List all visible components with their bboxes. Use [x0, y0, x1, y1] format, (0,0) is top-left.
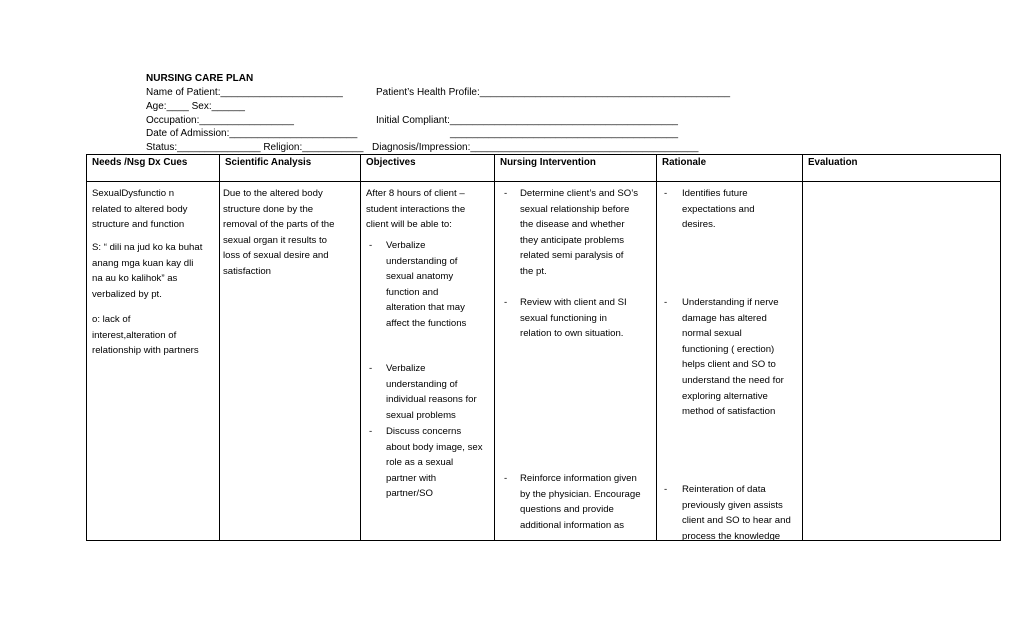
date-of-admission-field: Date of Admission:_______________________	[146, 128, 358, 139]
name-of-patient-field: Name of Patient:______________________	[146, 87, 343, 98]
bullet-dash: -	[504, 473, 508, 484]
bullet-dash: -	[504, 297, 508, 308]
age-sex-field: Age:____ Sex:______	[146, 101, 245, 112]
status-religion-field: Status:_______________ Religion:___________	[146, 142, 364, 153]
intervention-item-1: Determine client’s and SO’s sexual relationship before the disease and whether they anticipate problems related semi paralysis of the pt.	[520, 188, 639, 277]
scientific-analysis-cell	[220, 182, 361, 541]
intervention-item-2: Review with client and SI sexual functioning in relation to own situation.	[520, 297, 627, 340]
rationale-item-1: Identifies future expectations and desires.	[682, 188, 755, 231]
objective-cue-text: o: lack of interest,alteration of relationship with partners	[92, 314, 199, 357]
rationale-item-2: Understanding if nerve damage has altered normal sexual functioning ( erection) helps client and SO to understand the need for exploring alternative method of satisfaction	[682, 297, 784, 418]
care-plan-table	[86, 154, 1001, 541]
objective-item-3: Discuss concerns about body image, sex role as a sexual partner with partner/SO	[386, 426, 483, 500]
nursing-intervention-cell	[495, 182, 657, 541]
bullet-dash: -	[664, 484, 668, 495]
initial-complaint-field: Initial Compliant:_________________________________________	[376, 115, 678, 126]
diagnosis-field: Diagnosis/Impression:_________________________________________	[372, 142, 699, 153]
needs-cell	[87, 182, 220, 541]
objective-item-1: Verbalize understanding of sexual anatomy function and alteration that may affect the functions	[386, 240, 467, 329]
document-title: NURSING CARE PLAN	[146, 73, 254, 84]
column-header-objectives: Objectives	[361, 155, 495, 182]
bullet-dash: -	[369, 426, 373, 437]
rationale-item-3: Reinteration of data previously given assists client and SO to hear and process the knowledge	[682, 484, 791, 542]
bullet-dash: -	[369, 363, 373, 374]
bullet-dash: -	[664, 188, 668, 199]
nursing-diagnosis-text: SexualDysfunctio n related to altered body structure and function	[92, 188, 188, 231]
objectives-cell	[361, 182, 495, 541]
rationale-cell	[657, 182, 803, 541]
occupation-field: Occupation:_________________	[146, 115, 294, 126]
scientific-analysis-text: Due to the altered body structure done by the removal of the parts of the sexual organ it results to loss of sexual desire and satisfaction	[223, 188, 335, 277]
objective-item-2: Verbalize understanding of individual reasons for sexual problems	[386, 363, 477, 421]
column-header-scientific-analysis: Scientific Analysis	[220, 155, 361, 182]
table-header-row	[87, 155, 1001, 182]
column-header-evaluation: Evaluation	[803, 155, 1001, 182]
column-header-rationale: Rationale	[657, 155, 803, 182]
column-header-needs: Needs /Nsg Dx Cues	[87, 155, 220, 182]
column-header-nursing-intervention: Nursing Intervention	[495, 155, 657, 182]
evaluation-cell	[803, 182, 1001, 541]
bullet-dash: -	[369, 240, 373, 251]
bullet-dash: -	[504, 188, 508, 199]
health-profile-field: Patient’s Health Profile:_____________________________________________	[376, 87, 731, 98]
objectives-intro-text: After 8 hours of client – student interactions the client will be able to:	[366, 188, 466, 231]
bullet-dash: -	[664, 297, 668, 308]
subjective-cue-text: S: “ dili na jud ko ka buhat anang mga kuan kay dli na au ko kalihok” as verbalized by pt.	[92, 242, 203, 300]
initial-complaint-line-2: _________________________________________	[450, 128, 679, 139]
table-row	[87, 182, 1001, 541]
intervention-item-3: Reinforce information given by the physician. Encourage questions and provide additional information as	[520, 473, 641, 531]
